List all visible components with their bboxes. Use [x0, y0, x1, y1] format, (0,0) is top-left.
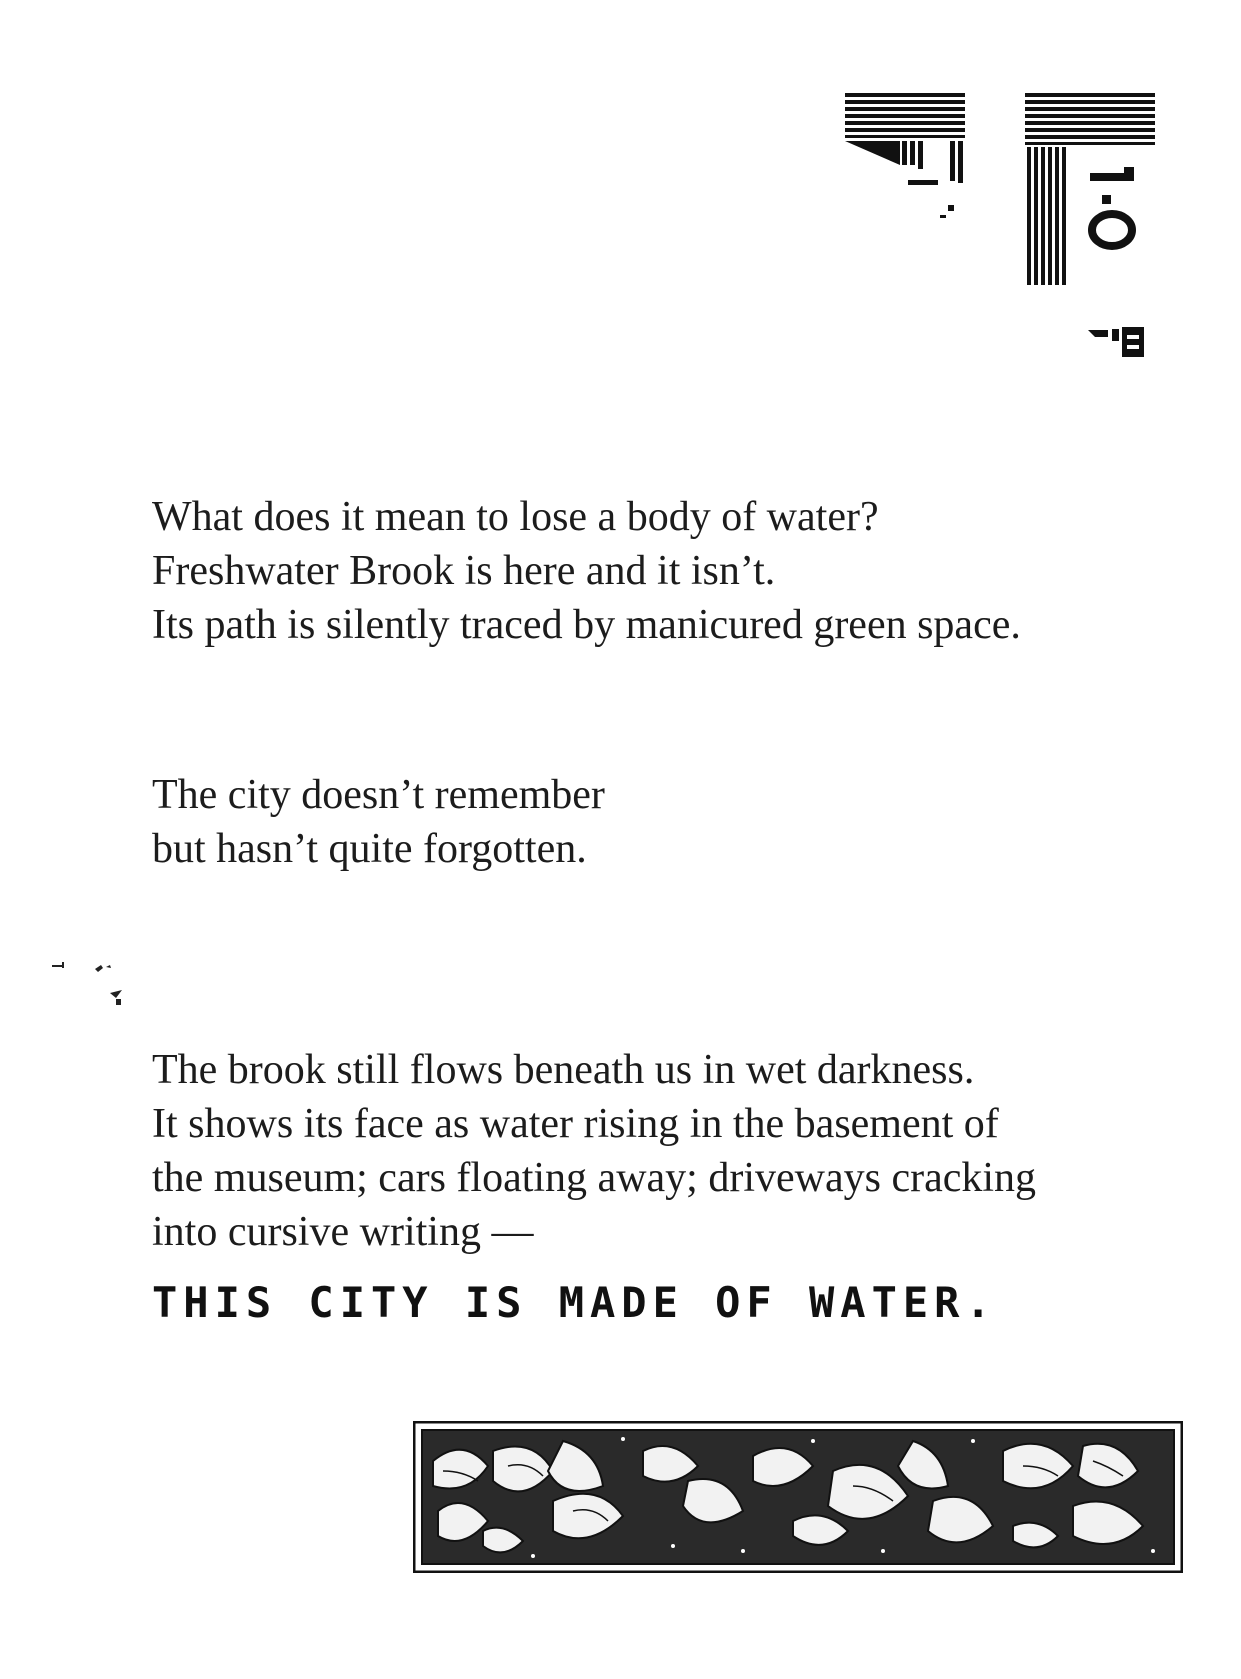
stanza-3	[152, 1043, 1036, 1259]
stanza-1	[152, 490, 1021, 652]
layered-lines-stamp-icon	[840, 85, 1170, 405]
poem-line: The city doesn’t remember	[152, 772, 605, 818]
poem-line: into cursive writing —	[152, 1209, 534, 1255]
poem-line: The brook still flows beneath us in wet darkness.	[152, 1047, 975, 1093]
poem-line: but hasn’t quite forgotten.	[152, 826, 587, 872]
ink-speck-icon	[50, 955, 130, 1015]
poem-line: Its path is silently traced by manicured green space.	[152, 602, 1021, 648]
closing-declaration: THIS CITY IS MADE OF WATER.	[152, 1278, 997, 1327]
poem-line: What does it mean to lose a body of water?	[152, 494, 879, 540]
stanza-2	[152, 768, 605, 876]
poem-line: the museum; cars floating away; driveways cracking	[152, 1155, 1037, 1201]
poem-line: Freshwater Brook is here and it isn’t.	[152, 548, 776, 594]
poem-line: It shows its face as water rising in the basement of	[152, 1101, 999, 1147]
floral-woodcut-banner-icon	[413, 1421, 1183, 1573]
